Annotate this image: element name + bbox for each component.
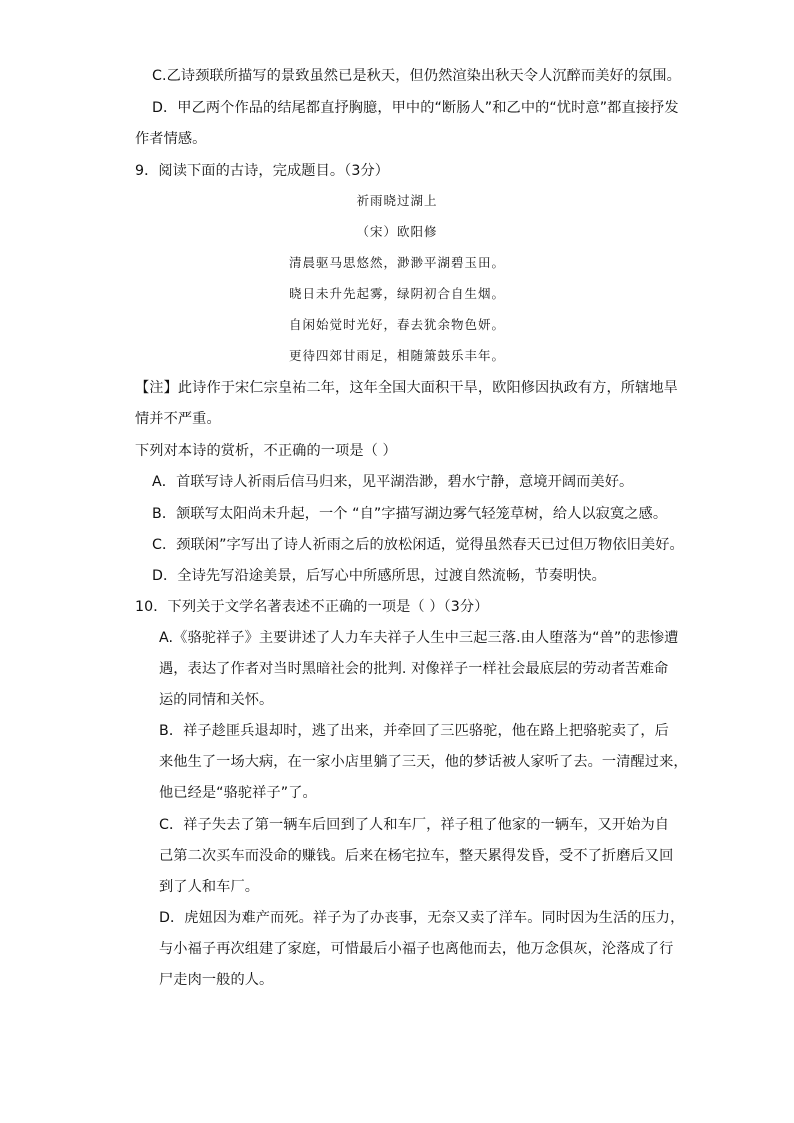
q10-option-c-continued: 到了人和车厂。 [159,879,260,895]
q8-option-d: D．甲乙两个作品的结尾都直抒胸臆，甲中的“断肠人”和乙中的“忧时意”都直接抒发 [152,100,679,116]
q8-option-d-continued: 作者情感。 [135,131,207,147]
poem-note-continued: 情并不严重。 [135,411,221,427]
q9-option-a: A．首联写诗人祈雨后信马归来，见平湖浩渺，碧水宁静，意境开阔而美好。 [152,474,634,490]
q10-option-c: C．祥子失去了第一辆车后回到了人和车厂，祥子租了他家的一辆车，又开始为自 [159,817,670,833]
q10-stem: 10．下列关于文学名著表述不正确的一项是（ ）（3分） [135,599,489,615]
poem-title: 祈雨晓过湖上 [356,193,438,208]
q9-option-d: D．全诗先写沿途美景，后写心中所感所思，过渡自然流畅，节奏明快。 [152,568,606,584]
q9-option-b: B．颔联写太阳尚未升起，一个 “自”字描写湖边雾气轻笼草树，给人以寂寞之感。 [152,506,668,522]
q10-option-d: D．虎妞因为难产而死。祥子为了办丧事，无奈又卖了洋车。同时因为生活的压力， [159,910,685,926]
q9-option-c: C．颈联闲”字写出了诗人祈雨之后的放松闲适，觉得虽然春天已过但万物依旧美好。 [152,537,684,553]
q9-question: 下列对本诗的赏析，不正确的一项是（ ） [135,443,397,459]
q10-option-b-continued: 他已经是“骆驼祥子”了。 [159,785,317,801]
q10-option-a: A.《骆驼祥子》主要讲述了人力车夫祥子人生中三起三落.由人堕落为“兽”的悲惨遭 [159,630,679,646]
q10-option-a-continued: 运的同情和关怀。 [159,692,274,708]
q9-stem: 9．阅读下面的古诗，完成题目。（3分） [135,163,390,179]
poem-line: 更待四郊甘雨足，相随箫鼓乐丰年。 [288,348,505,363]
poem-line: 自闲始觉时光好，春去犹余物色妍。 [288,317,505,332]
q10-option-d-continued: 与小福子再次组建了家庭，可惜最后小福子也离他而去，他万念俱灰，沦落成了行 [159,941,674,957]
q10-option-b: B．祥子趁匪兵退却时，逃了出来，并牵回了三匹骆驼，他在路上把骆驼卖了，后 [159,723,669,739]
q10-option-b-continued: 来他生了一场大病，在一家小店里躺了三天，他的梦话被人家听了去。一清醒过来， [159,754,688,770]
q10-option-c-continued: 己第二次买车而没命的赚钱。后来在杨宅拉车，整天累得发昏，受不了折磨后又回 [159,848,674,864]
poem-author: （宋）欧阳修 [356,224,438,239]
poem-note: 【注】此诗作于宋仁宗皇祐二年，这年全国大面积干旱，欧阳修因执政有方，所辖地旱 [135,380,678,396]
poem-line: 晓日未升先起雾，绿阴初合自生烟。 [288,286,505,301]
q10-option-a-continued: 遇，表达了作者对当时黑暗社会的批判. 对像祥子一样社会最底层的劳动者苦难命 [159,661,669,677]
poem-line: 清晨驱马思悠然，渺渺平湖碧玉田。 [288,255,505,270]
q8-option-c: C.乙诗颈联所描写的景致虽然已是秋天，但仍然渲染出秋天令人沉醉而美好的氛围。 [152,68,681,84]
q10-option-d-continued: 尸走肉一般的人。 [159,972,274,988]
